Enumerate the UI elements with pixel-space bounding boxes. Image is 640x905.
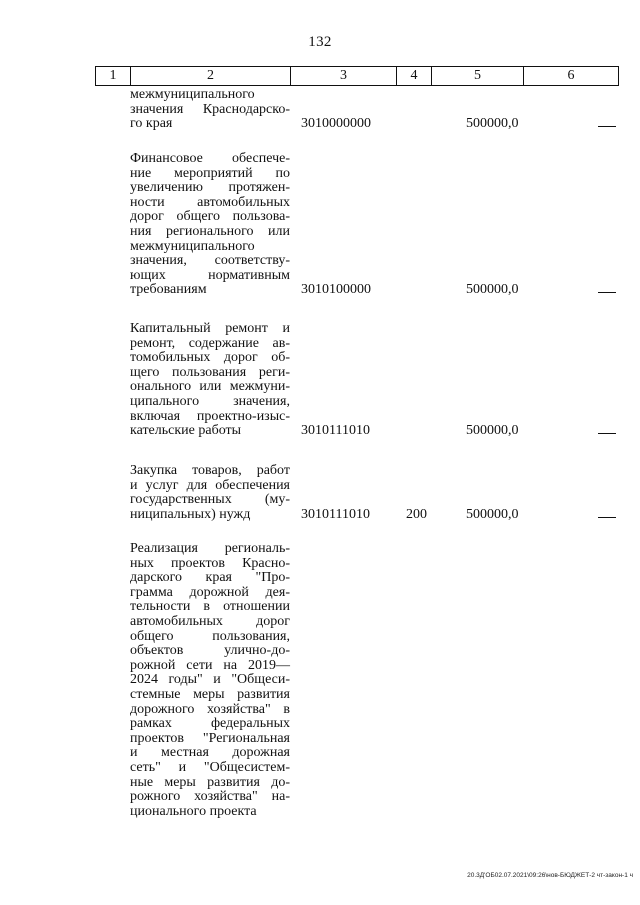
row-col6-dash (598, 292, 616, 293)
column-header-6: 6 (524, 67, 619, 86)
row-sum: 500000,0 (466, 423, 519, 439)
row-code: 3010111010 (301, 506, 370, 522)
row-name-line: 2024 годы" и "Общеси- (130, 672, 290, 688)
row-name-line: государственных (му- (130, 492, 290, 508)
row-name-line: межмуниципального (130, 87, 255, 102)
page-number: 132 (308, 34, 332, 50)
row-name-line: значения, соответству- (130, 253, 290, 269)
row-name-line: и услуг для обеспечения (130, 477, 290, 493)
row-name-line: дарского края "Про- (130, 570, 290, 586)
row-name-line: Реализация региональ- (130, 541, 290, 556)
row-name-line: ния регионального или (130, 223, 290, 239)
row-name-line: онального или межмуни- (130, 379, 290, 395)
row-name-line: рамках федеральных (130, 716, 290, 732)
row-name-line: томобильных дорог об- (130, 350, 290, 366)
row-name-line: ниципальных) нужд (130, 506, 251, 522)
row-sum: 500000,0 (466, 282, 519, 298)
footer-note: 20.3Д'ОБ02.07.2021\09:26\нов-БЮДЖЕТ-2 чт-закон-1 ч (467, 872, 633, 879)
column-header-row (96, 67, 619, 86)
row-name (130, 542, 290, 819)
row-sum: 500000,0 (466, 506, 519, 522)
row-name-line: включая проектно-изыс- (130, 408, 290, 424)
column-header-5: 5 (432, 67, 524, 86)
row-name-line: рожной сети на 2019— (130, 657, 290, 673)
row-name-line: Капитальный ремонт и (130, 321, 290, 336)
row-name-line: ципального значения, (130, 393, 290, 409)
row-name-line: Закупка товаров, работ (130, 463, 290, 478)
row-name (130, 88, 290, 132)
row-col6-dash (598, 126, 616, 127)
row-name-line: требованиям (130, 282, 207, 298)
column-header-2: 2 (131, 67, 291, 86)
row-name-line: сеть" и "Общесистем- (130, 759, 290, 775)
row-code: 3010111010 (301, 423, 370, 439)
row-name-line: ние мероприятий по (130, 165, 290, 181)
row-name-line: межмуниципального (130, 238, 255, 254)
row-name-line: ционального проекта (130, 803, 257, 819)
row-name-line: проектов "Региональная (130, 730, 290, 746)
row-name-line: рожного хозяйства" на- (130, 789, 290, 805)
row-name-line: тельности в отношении (130, 599, 290, 615)
row-name-line: ные меры развития до- (130, 774, 290, 790)
row-name (130, 322, 290, 439)
row-name-line: ности автомобильных (130, 194, 290, 210)
row-name (130, 152, 290, 298)
row-name-line: дорог общего пользова- (130, 209, 290, 225)
row-name-line: ремонт, содержание ав- (130, 335, 290, 351)
row-name-line: Финансовое обеспече- (130, 151, 290, 166)
row-name-line: кательские работы (130, 423, 242, 439)
row-name-line: щего пользования реги- (130, 364, 290, 380)
row-name-line: дорожного хозяйства" в (130, 701, 290, 717)
row-col6-dash (598, 517, 616, 518)
row-code: 3010100000 (301, 282, 371, 298)
row-name-line: ных проектов Красно- (130, 555, 290, 571)
column-header-table (95, 66, 619, 86)
row-expense-type: 200 (406, 506, 427, 522)
row-name-line: ющих нормативным (130, 267, 290, 283)
column-header-1: 1 (96, 67, 131, 86)
row-name-line: го края (130, 116, 173, 132)
row-name-line: увеличению протяжен- (130, 180, 290, 196)
row-name-line: объектов улично-до- (130, 643, 290, 659)
column-header-4: 4 (397, 67, 432, 86)
row-name-line: общего пользования, (130, 628, 290, 644)
row-name-line: значения Краснодарско- (130, 101, 290, 117)
row-name (130, 464, 290, 522)
row-sum: 500000,0 (466, 116, 519, 132)
row-col6-dash (598, 433, 616, 434)
row-code: 3010000000 (301, 116, 371, 132)
row-name-line: и местная дорожная (130, 745, 290, 761)
row-name-line: автомобильных дорог (130, 613, 290, 629)
row-name-line: стемные меры развития (130, 686, 290, 702)
row-name-line: грамма дорожной дея- (130, 584, 290, 600)
column-header-3: 3 (291, 67, 397, 86)
